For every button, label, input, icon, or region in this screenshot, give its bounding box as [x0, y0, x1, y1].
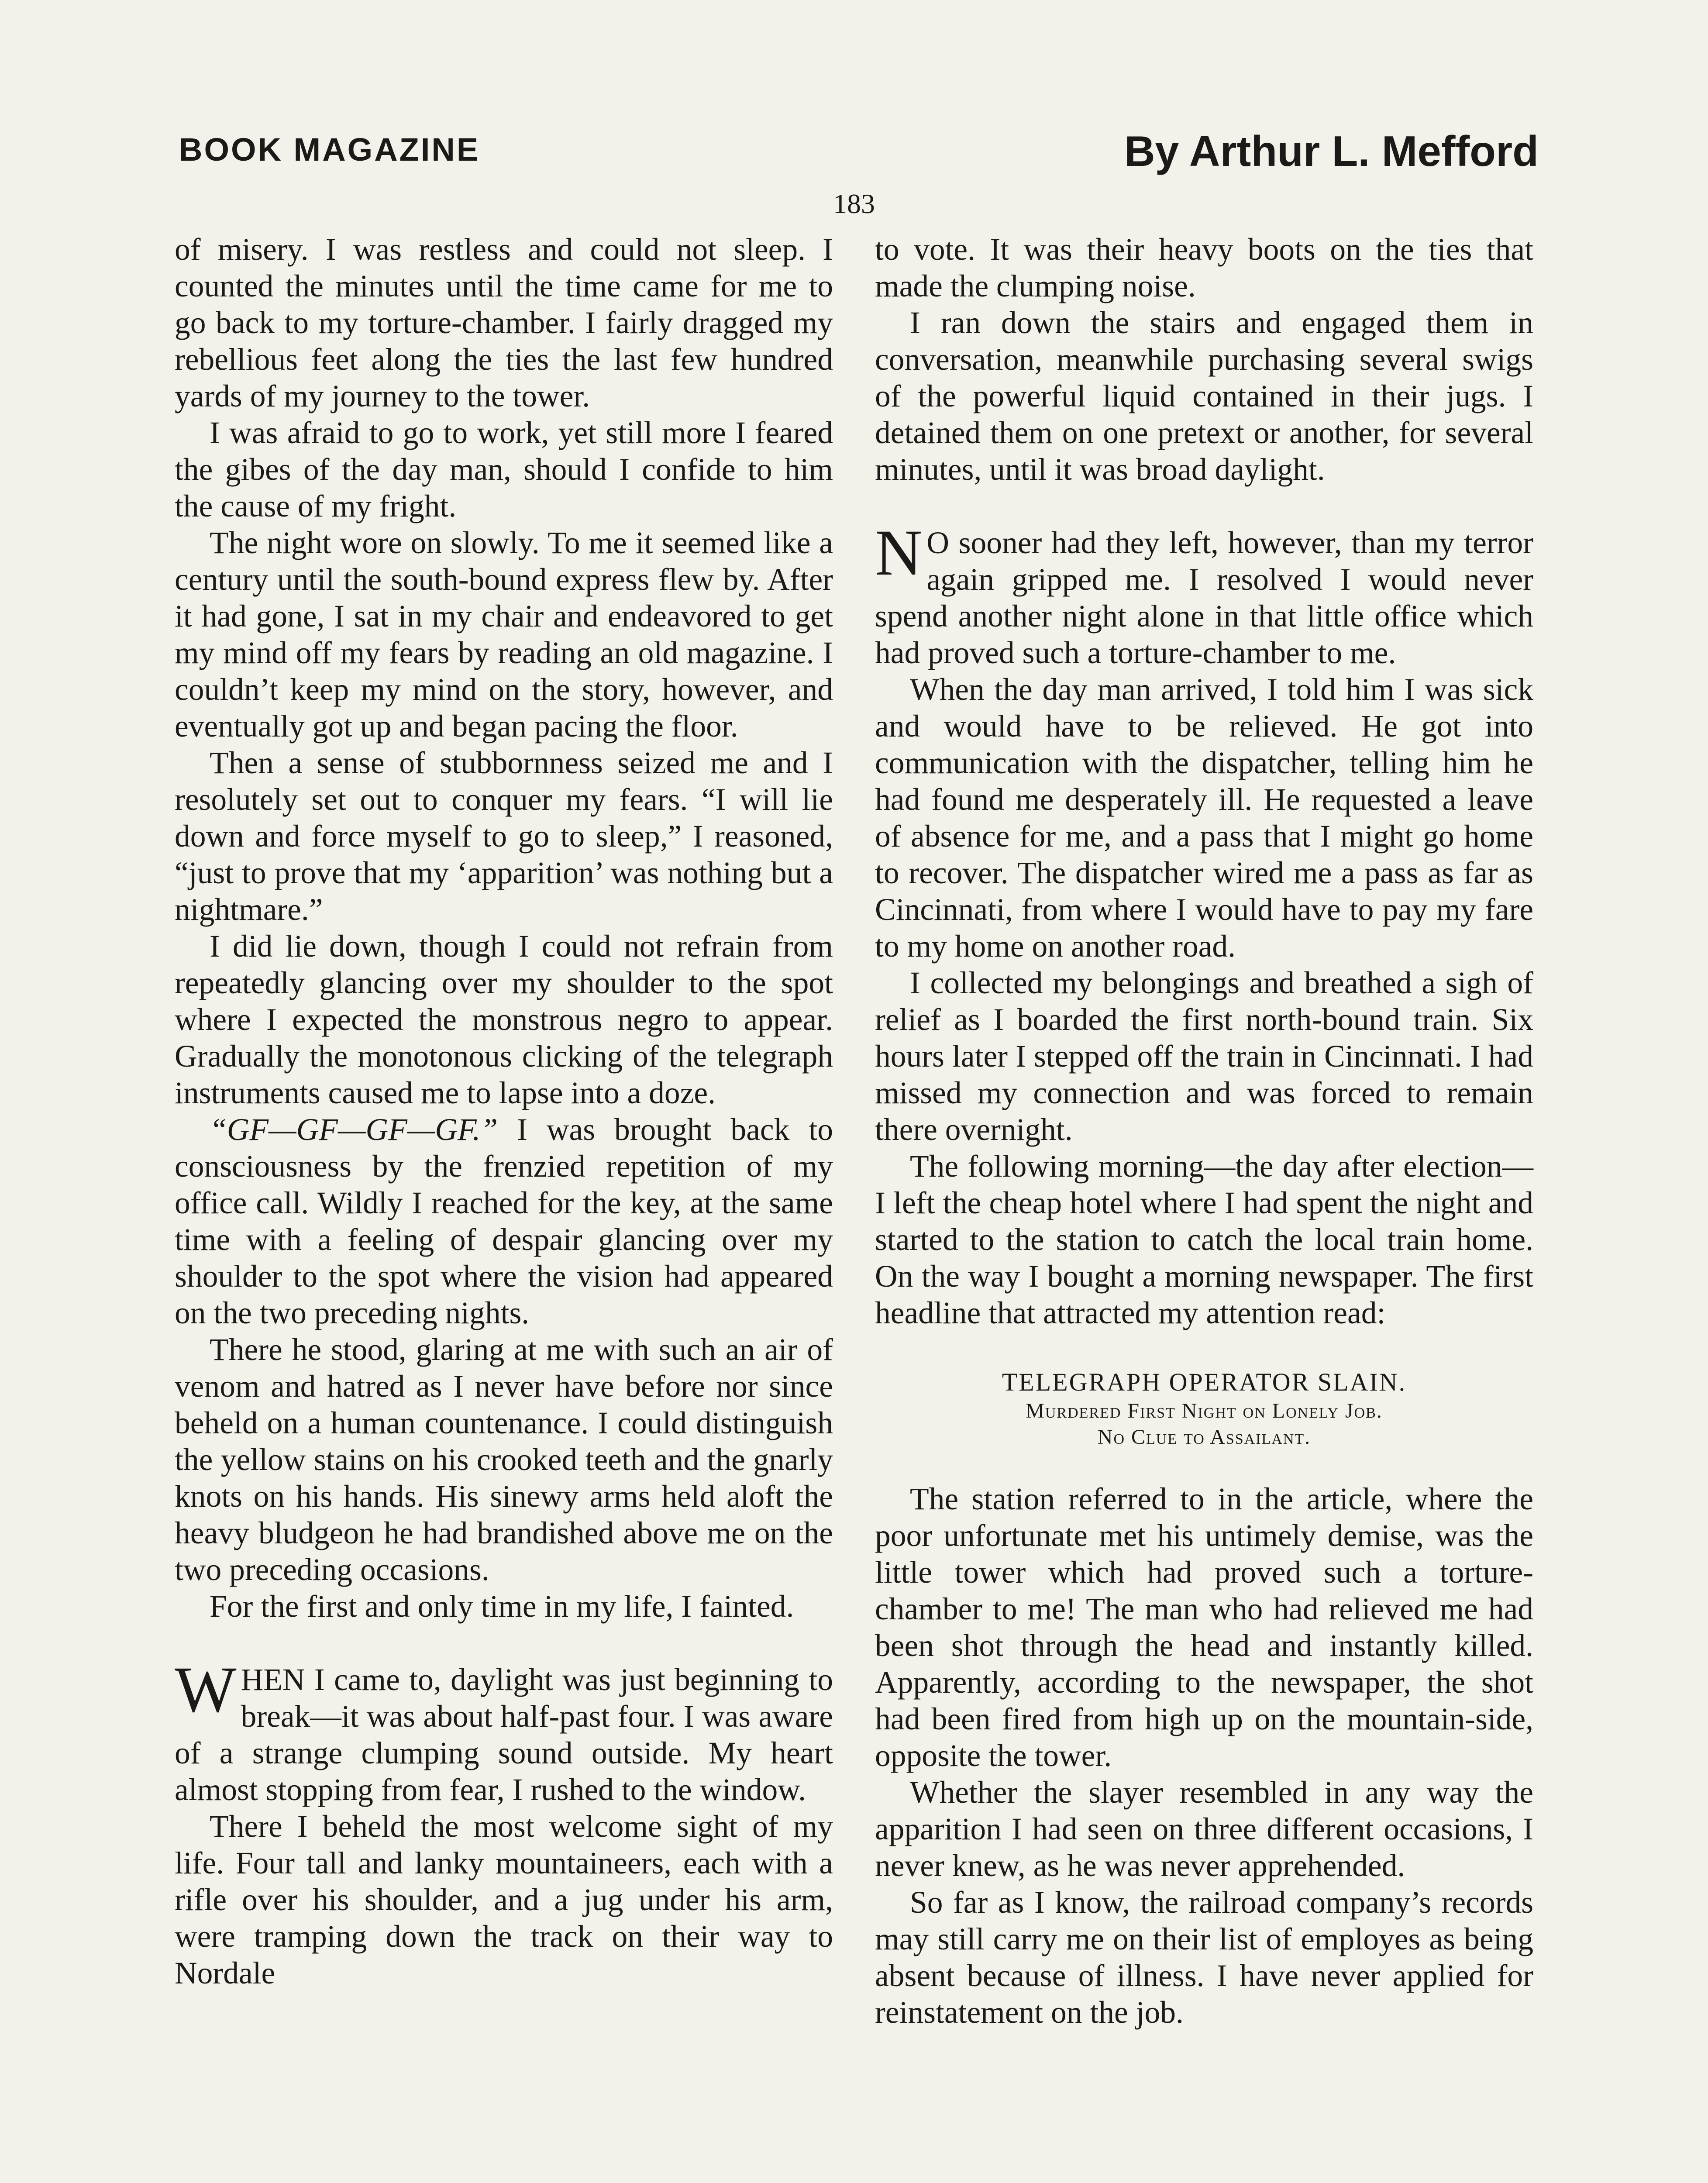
- newspaper-headline: [875, 1367, 1533, 1450]
- paragraph: The night wore on slowly. To me it seemed like a century until the south-bound express flew by. After it had gone, I sat in my chair and endeavored to get my mind off my fears by reading an old magazine. I couldn’t keep my mind on the story, however, and eventually got up and began pacing the floor.: [175, 526, 833, 744]
- paragraph-text: I was brought back to consciousness by the frenzied repetition of my office call. Wildly I reached for the key, at the same time with a feeling of despair glancing over my shoulder to the spot where the vision had appeared on the two preceding nights.: [175, 1112, 833, 1330]
- paragraph-text: O sooner had they left, however, than my terror again gripped me. I resolved I would never spend another night alone in that little office which had proved such a torture-chamber to me.: [875, 526, 1533, 670]
- paragraph: When the day man arrived, I told him I was sick and would have to be relieved. He got into communication with the dispatcher, telling him he had found me desperately ill. He requested a leave of absence for me, and a pass that I might go home to recover. The dispatcher wired me a pass as far as Cincinnati, from where I would have to pay my fare to my home on another road.: [875, 672, 1533, 964]
- magazine-title: BOOK MAGAZINE: [179, 131, 480, 168]
- paragraph: I ran down the stairs and engaged them in conversation, meanwhile purchasing several swigs of the powerful liquid contained in their jugs. I detained them on one pretext or another, for several minutes, until it was broad daylight.: [875, 306, 1533, 487]
- page-number: 183: [833, 188, 875, 219]
- paragraph: I did lie down, though I could not refrain from repeatedly glancing over my shoulder to the spot where I expected the monstrous negro to appear. Gradually the monotonous clicking of the telegraph instruments caused me to lapse into a doze.: [175, 929, 833, 1110]
- paragraph: The following morning—the day after election—I left the cheap hotel where I had spent the night and started to the station to catch the local train home. On the way I bought a morning newspaper. The first headline that attracted my attention read:: [875, 1149, 1533, 1330]
- paragraph: I collected my belongings and breathed a sigh of relief as I boarded the first north-bound train. Six hours later I stepped off the train in Cincinnati. I had missed my connection and was forced to remain there overnight.: [875, 966, 1533, 1147]
- left-column: [175, 231, 833, 1992]
- headline-subtitle: No Clue to Assailant.: [1097, 1425, 1311, 1449]
- paragraph: So far as I know, the railroad company’s records may still carry me on their list of employes as being absent because of illness. I have never applied for reinstatement on the job.: [875, 1885, 1533, 2030]
- paragraph: [875, 516, 1533, 671]
- drop-cap: W: [175, 1653, 237, 1726]
- paragraph: For the first and only time in my life, I fainted.: [210, 1589, 794, 1624]
- office-call-text: “GF—GF—GF—GF.”: [210, 1112, 498, 1147]
- paragraph-text: HEN I came to, daylight was just beginning to break—it was about half-past four. I was aware of a strange clumping sound outside. My heart almost stopping from fear, I rushed to the window.: [175, 1663, 833, 1807]
- paragraph: There he stood, glaring at me with such an air of venom and hatred as I never have before nor since beheld on a human countenance. I could distinguish the yellow stains on his crooked teeth and the gnarly knots on his hands. His sinewy arms held aloft the heavy bludgeon he had brandished above me on the two preceding occasions.: [175, 1333, 833, 1587]
- paragraph: to vote. It was their heavy boots on the ties that made the clumping noise.: [875, 232, 1533, 303]
- paragraph: Whether the slayer resembled in any way the apparition I had seen on three different occasions, I never knew, as he was never apprehended.: [875, 1775, 1533, 1883]
- author-byline: By Arthur L. Mefford: [1124, 127, 1539, 175]
- headline-subtitle: Murdered First Night on Lonely Job.: [1026, 1399, 1383, 1422]
- paragraph: of misery. I was restless and could not sleep. I counted the minutes until the time came for me to go back to my torture-chamber. I fairly dragged my rebellious feet along the ties the last few hundred yards of my journey to the tower.: [175, 232, 833, 413]
- drop-cap: N: [875, 516, 923, 589]
- paragraph: I was afraid to go to work, yet still more I feared the gibes of the day man, should I confide to him the cause of my fright.: [175, 416, 833, 523]
- paragraph: Then a sense of stubbornness seized me and I resolutely set out to conquer my fears. “I will lie down and force myself to go to sleep,” I reasoned, “just to prove that my ‘apparition’ was nothing but a nightmare.”: [175, 746, 833, 927]
- right-column: [875, 231, 1533, 2031]
- paragraph: [175, 1653, 833, 1808]
- paragraph: The station referred to in the article, where the poor unfortunate met his untimely demise, was the little tower which had proved such a torture-chamber to me! The man who had relieved me had been shot through the head and instantly killed. Apparently, according to the newspaper, the shot had been fired from high up on the mountain-side, opposite the tower.: [875, 1482, 1533, 1773]
- paragraph: There I beheld the most welcome sight of my life. Four tall and lanky mountaineers, each with a rifle over his shoulder, and a jug under his arm, were tramping down the track on their way to Nordale: [175, 1809, 833, 1990]
- headline-title: TELEGRAPH OPERATOR SLAIN.: [1002, 1368, 1407, 1396]
- paragraph: [175, 1112, 833, 1332]
